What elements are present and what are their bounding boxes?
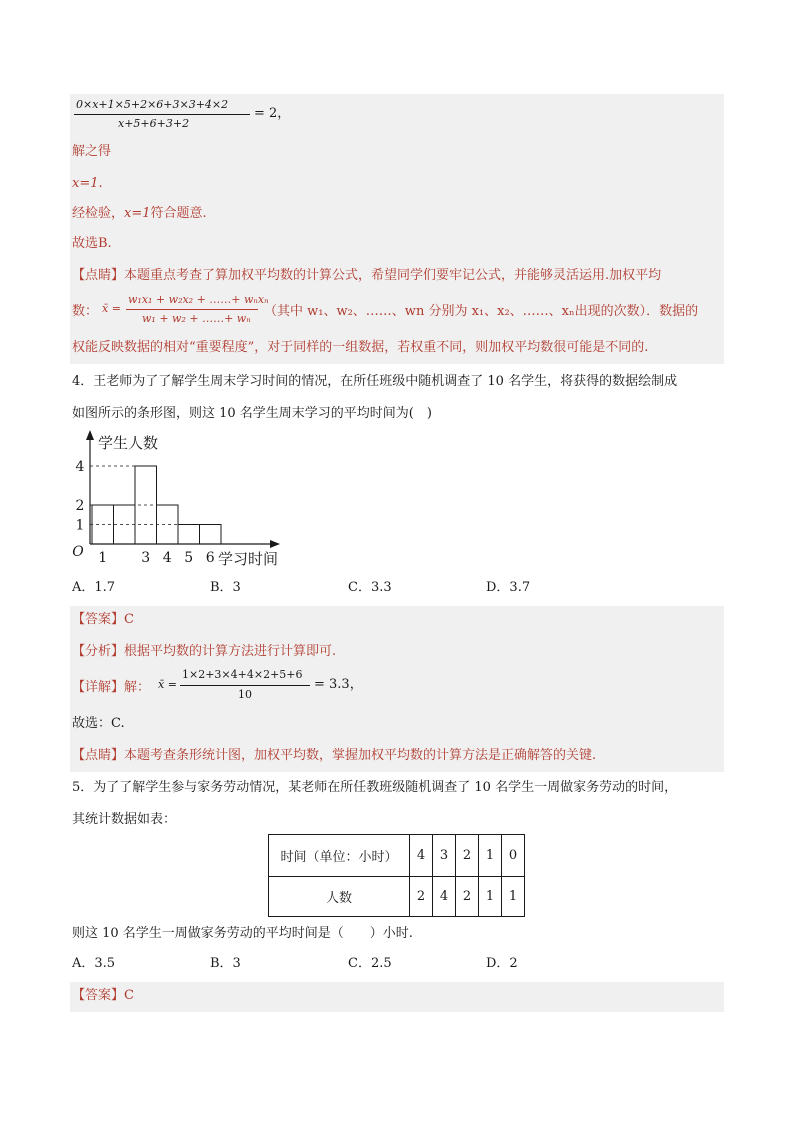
q4-analysis — [72, 642, 336, 662]
q4-detail-rhs: = 3.3， — [314, 677, 363, 692]
y-tick-label: 2 — [75, 498, 85, 514]
q3-choice: 故选B. — [72, 236, 112, 251]
q4-analysis-text: 根据平均数的计算方法进行计算即可. — [124, 644, 337, 659]
y-tick-label: 1 — [75, 517, 85, 534]
q4-detail-denominator: 10 — [238, 688, 252, 701]
q4-comment — [72, 746, 596, 766]
bar — [178, 525, 200, 545]
q4-option-b: B．3 — [210, 580, 241, 595]
q5-data-table — [268, 834, 525, 917]
q3-check-pre: 经检验， — [72, 206, 125, 221]
q3-wm-denominator: w₁ + w₂ + ……+ wₙ — [142, 312, 251, 325]
x-tick-label: 4 — [162, 550, 172, 566]
q3-comment-line1 — [72, 266, 661, 286]
q5-stem-line2: 其统计数据如表： — [72, 812, 177, 827]
q3-solve-text: 解之得 — [72, 144, 112, 159]
q5-answer — [72, 986, 134, 1006]
q5-table-cell: 2 — [456, 877, 479, 917]
q4-detail-formula — [158, 668, 368, 704]
q3-check-post: 符合题意. — [150, 206, 207, 221]
q3-wm-numerator: w₁x₁ + w₂x₂ + ……+ wₙxₙ — [128, 293, 269, 306]
q4-detail-pre: 解： — [124, 680, 151, 695]
q5-table-cell: 2 — [456, 835, 479, 877]
q3-comment-text1: 本题重点考查了算加权平均数的计算公式，希望同学们要牢记公式，并能够灵活运用.加权平均 — [124, 268, 662, 283]
q5-table-cell: 1 — [479, 835, 502, 877]
q4-option-d: D．3.7 — [486, 580, 531, 595]
q3-equation-numerator: 0×x+1×5+2×6+3×3+4×2 — [76, 98, 229, 111]
origin-label: O — [72, 544, 84, 560]
x-tick-label: 1 — [98, 550, 108, 566]
q4-detail — [72, 678, 150, 698]
bar — [200, 525, 222, 545]
q4-answer-value: C — [124, 612, 134, 627]
q4-xbar: x̄ = — [158, 678, 177, 691]
q3-comment-line3: 权能反映数据的相对“重要程度”，对于同样的一组数据，若权重不同，则加权平均数很可能是不同的. — [72, 340, 649, 355]
q5-table-cell: 2 — [410, 877, 433, 917]
q3-wm-bar — [126, 309, 258, 310]
x-axis-arrow — [270, 540, 280, 548]
q4-analysis-label: 【分析】 — [72, 644, 125, 659]
q3-equation-denominator: x+5+6+3+2 — [118, 117, 190, 130]
q4-detail-bar — [180, 685, 310, 686]
y-axis-label: 学生人数 — [98, 434, 159, 452]
q5-option-a: A．3.5 — [72, 956, 116, 971]
q5-option-c: C．2.5 — [348, 956, 392, 971]
q5-option-b: B．3 — [210, 956, 241, 971]
q5-answer-label: 【答案】 — [72, 988, 125, 1003]
q4-option-a: A．1.7 — [72, 580, 116, 595]
q4-answer — [72, 610, 134, 630]
q5-table-header-count: 人数 — [269, 877, 410, 917]
q3-comment-line2-post: （其中 w₁、w₂、……、wn 分别为 x₁、x₂、……、xₙ出现的次数）．数据的 — [264, 304, 699, 319]
x-axis-label: 学习时间 — [218, 550, 279, 568]
q4-bar-chart — [70, 430, 290, 570]
q4-option-c: C．3.3 — [348, 580, 392, 595]
y-axis-arrow — [86, 430, 94, 440]
x-tick-label: 5 — [184, 550, 194, 566]
q5-table-cell: 1 — [502, 877, 525, 917]
q5-table-cell: 1 — [479, 877, 502, 917]
q5-table-header-time: 时间（单位：小时） — [269, 835, 410, 877]
y-tick-label: 4 — [75, 459, 85, 475]
q4-answer-label: 【答案】 — [72, 612, 125, 627]
q4-comment-label: 【点睛】 — [72, 748, 125, 763]
q4-stem-line1: 4．王老师为了了解学生周末学习时间的情况，在所任班级中随机调查了 10 名学生，将获得的数据绘制成 — [72, 374, 678, 389]
q3-equation — [72, 98, 292, 134]
q5-answer-shade — [70, 982, 724, 1012]
q4-stem-line2: 如图所示的条形图，则这 10 名学生周末学习的平均时间为( ) — [72, 406, 432, 421]
q3-check — [72, 204, 207, 224]
q4-detail-numerator: 1×2+3×4+4×2+5+6 — [182, 668, 303, 681]
q3-comment-line2-pre: 数： — [72, 304, 99, 319]
q5-table-cell: 3 — [433, 835, 456, 877]
q5-table-cell: 0 — [502, 835, 525, 877]
q5-answer-value: C — [124, 988, 134, 1003]
x-tick-label: 6 — [205, 550, 215, 566]
q3-comment-label: 【点睛】 — [72, 268, 125, 283]
q5-question: 则这 10 名学生一周做家务劳动的平均时间是（ ）小时. — [72, 926, 413, 941]
x-tick-label: 3 — [141, 550, 151, 566]
q4-choice: 故选：C. — [72, 716, 125, 731]
q3-check-x: x=1 — [124, 206, 151, 221]
q5-option-d: D．2 — [486, 956, 518, 971]
q3-weighted-mean-formula — [102, 293, 269, 329]
q5-stem-line1: 5．为了了解学生参与家务劳动情况，某老师在所任教班级随机调查了 10 名学生一周做家务劳动的时间， — [72, 780, 678, 795]
q5-table-cell: 4 — [433, 877, 456, 917]
q5-table-cell: 4 — [410, 835, 433, 877]
table-row — [269, 835, 525, 877]
table-row — [269, 877, 525, 917]
q3-x-value: x=1. — [72, 176, 103, 191]
q3-equation-bar — [74, 114, 250, 115]
q4-detail-label: 【详解】 — [72, 680, 125, 695]
q3-equation-rhs: = 2， — [254, 106, 291, 121]
q3-xbar: x̄ = — [102, 302, 121, 315]
q4-comment-text: 本题考查条形统计图，加权平均数，掌握加权平均数的计算方法是正确解答的关键. — [124, 748, 597, 763]
